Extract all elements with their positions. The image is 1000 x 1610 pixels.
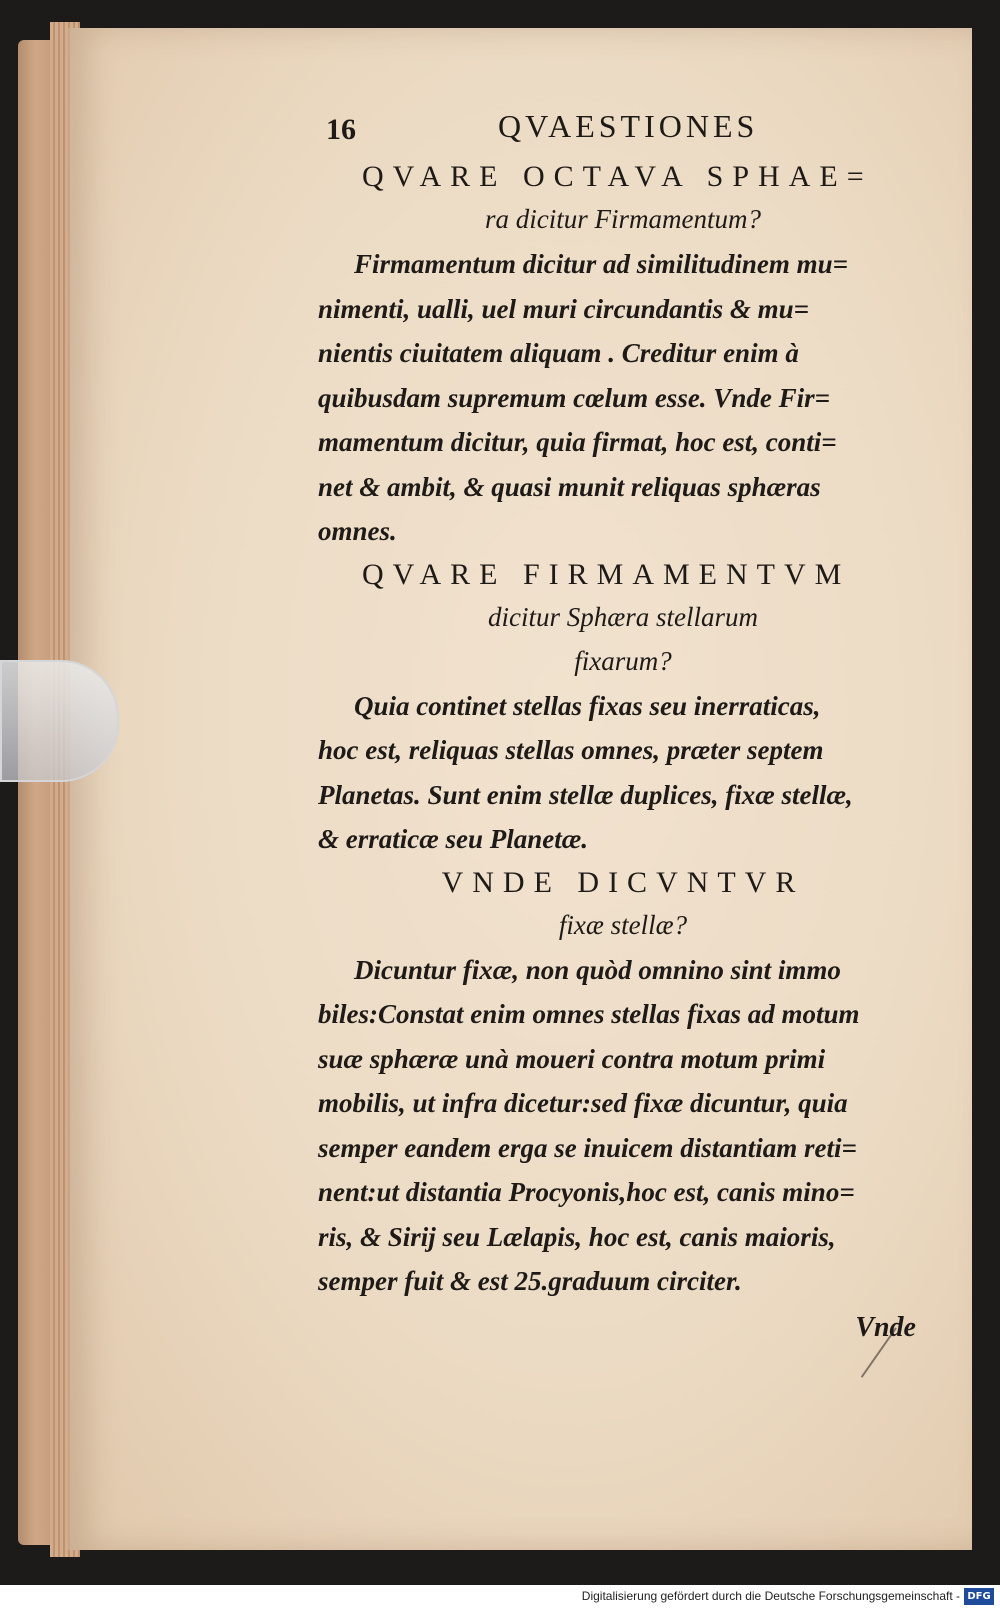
footer-bar [0, 1585, 1000, 1610]
catchword: Vnde [855, 1311, 916, 1343]
page-text-block [318, 100, 928, 1350]
section-heading: VNDE DICVNTVR [441, 865, 805, 899]
section-subheading: dicitur Sphæra stellarum [487, 601, 758, 632]
dfg-logo-icon: DFG [964, 1588, 994, 1605]
funding-credit: Digitalisierung gefördert durch die Deutsche Forschungsgemeinschaft - [581, 1589, 960, 1603]
section-subheading: fixarum? [574, 645, 672, 676]
text-line: omnes. [318, 516, 397, 546]
section-paragraph [318, 684, 928, 862]
text-line: net & ambit, & quasi munit reliquas sphæras [318, 471, 821, 502]
text-line: semper eandem erga se inuicem distantiam reti= [318, 1132, 857, 1163]
text-line: mobilis, ut infra dicetur:sed fixæ dicuntur, quia [318, 1088, 848, 1118]
text-line: ris, & Sirij seu Lælapis, hoc est, canis maioris, [318, 1221, 836, 1252]
bookmark-clip [0, 660, 119, 782]
text-line: suæ sphæræ unà moueri contra motum primi [318, 1043, 826, 1074]
running-title: QVAESTIONES [498, 108, 759, 144]
text-line: Dicuntur fixæ, non quòd omnino sint immo [354, 954, 841, 985]
text-line: hoc est, reliquas stellas omnes, præter septem [318, 735, 824, 765]
text-line: quibusdam supremum cœlum esse. Vnde Fir= [318, 382, 830, 413]
section-paragraph [318, 948, 928, 1304]
text-line: Quia continet stellas fixas seu inerraticas, [354, 690, 821, 721]
text-line: Planetas. Sunt enim stellæ duplices, fixæ stellæ, [318, 779, 853, 810]
text-line: & erraticæ seu Planetæ. [318, 824, 588, 854]
text-line: mamentum dicitur, quia firmat, hoc est, conti= [318, 427, 837, 457]
running-head [318, 100, 928, 156]
section-subheading: ra dicitur Firmamentum? [485, 204, 761, 234]
section-paragraph [318, 242, 928, 554]
text-line: Firmamentum dicitur ad similitudinem mu= [354, 249, 848, 279]
section-heading: QVARE OCTAVA SPHAE= [362, 160, 873, 193]
page-number: 16 [326, 113, 356, 146]
text-line: biles:Constat enim omnes stellas fixas ad motum [318, 999, 860, 1029]
section-subheading: fixæ stellæ? [558, 909, 688, 940]
text-line: nent:ut distantia Procyonis,hoc est, canis mino= [318, 1177, 855, 1207]
text-line: semper fuit & est 25.graduum circiter. [318, 1266, 742, 1296]
text-line: nimenti, ualli, uel muri circundantis & mu= [318, 293, 810, 324]
section-heading: QVARE FIRMAMENTVM [362, 557, 851, 591]
text-line: nientis ciuitatem aliquam . Creditur enim à [318, 338, 799, 368]
